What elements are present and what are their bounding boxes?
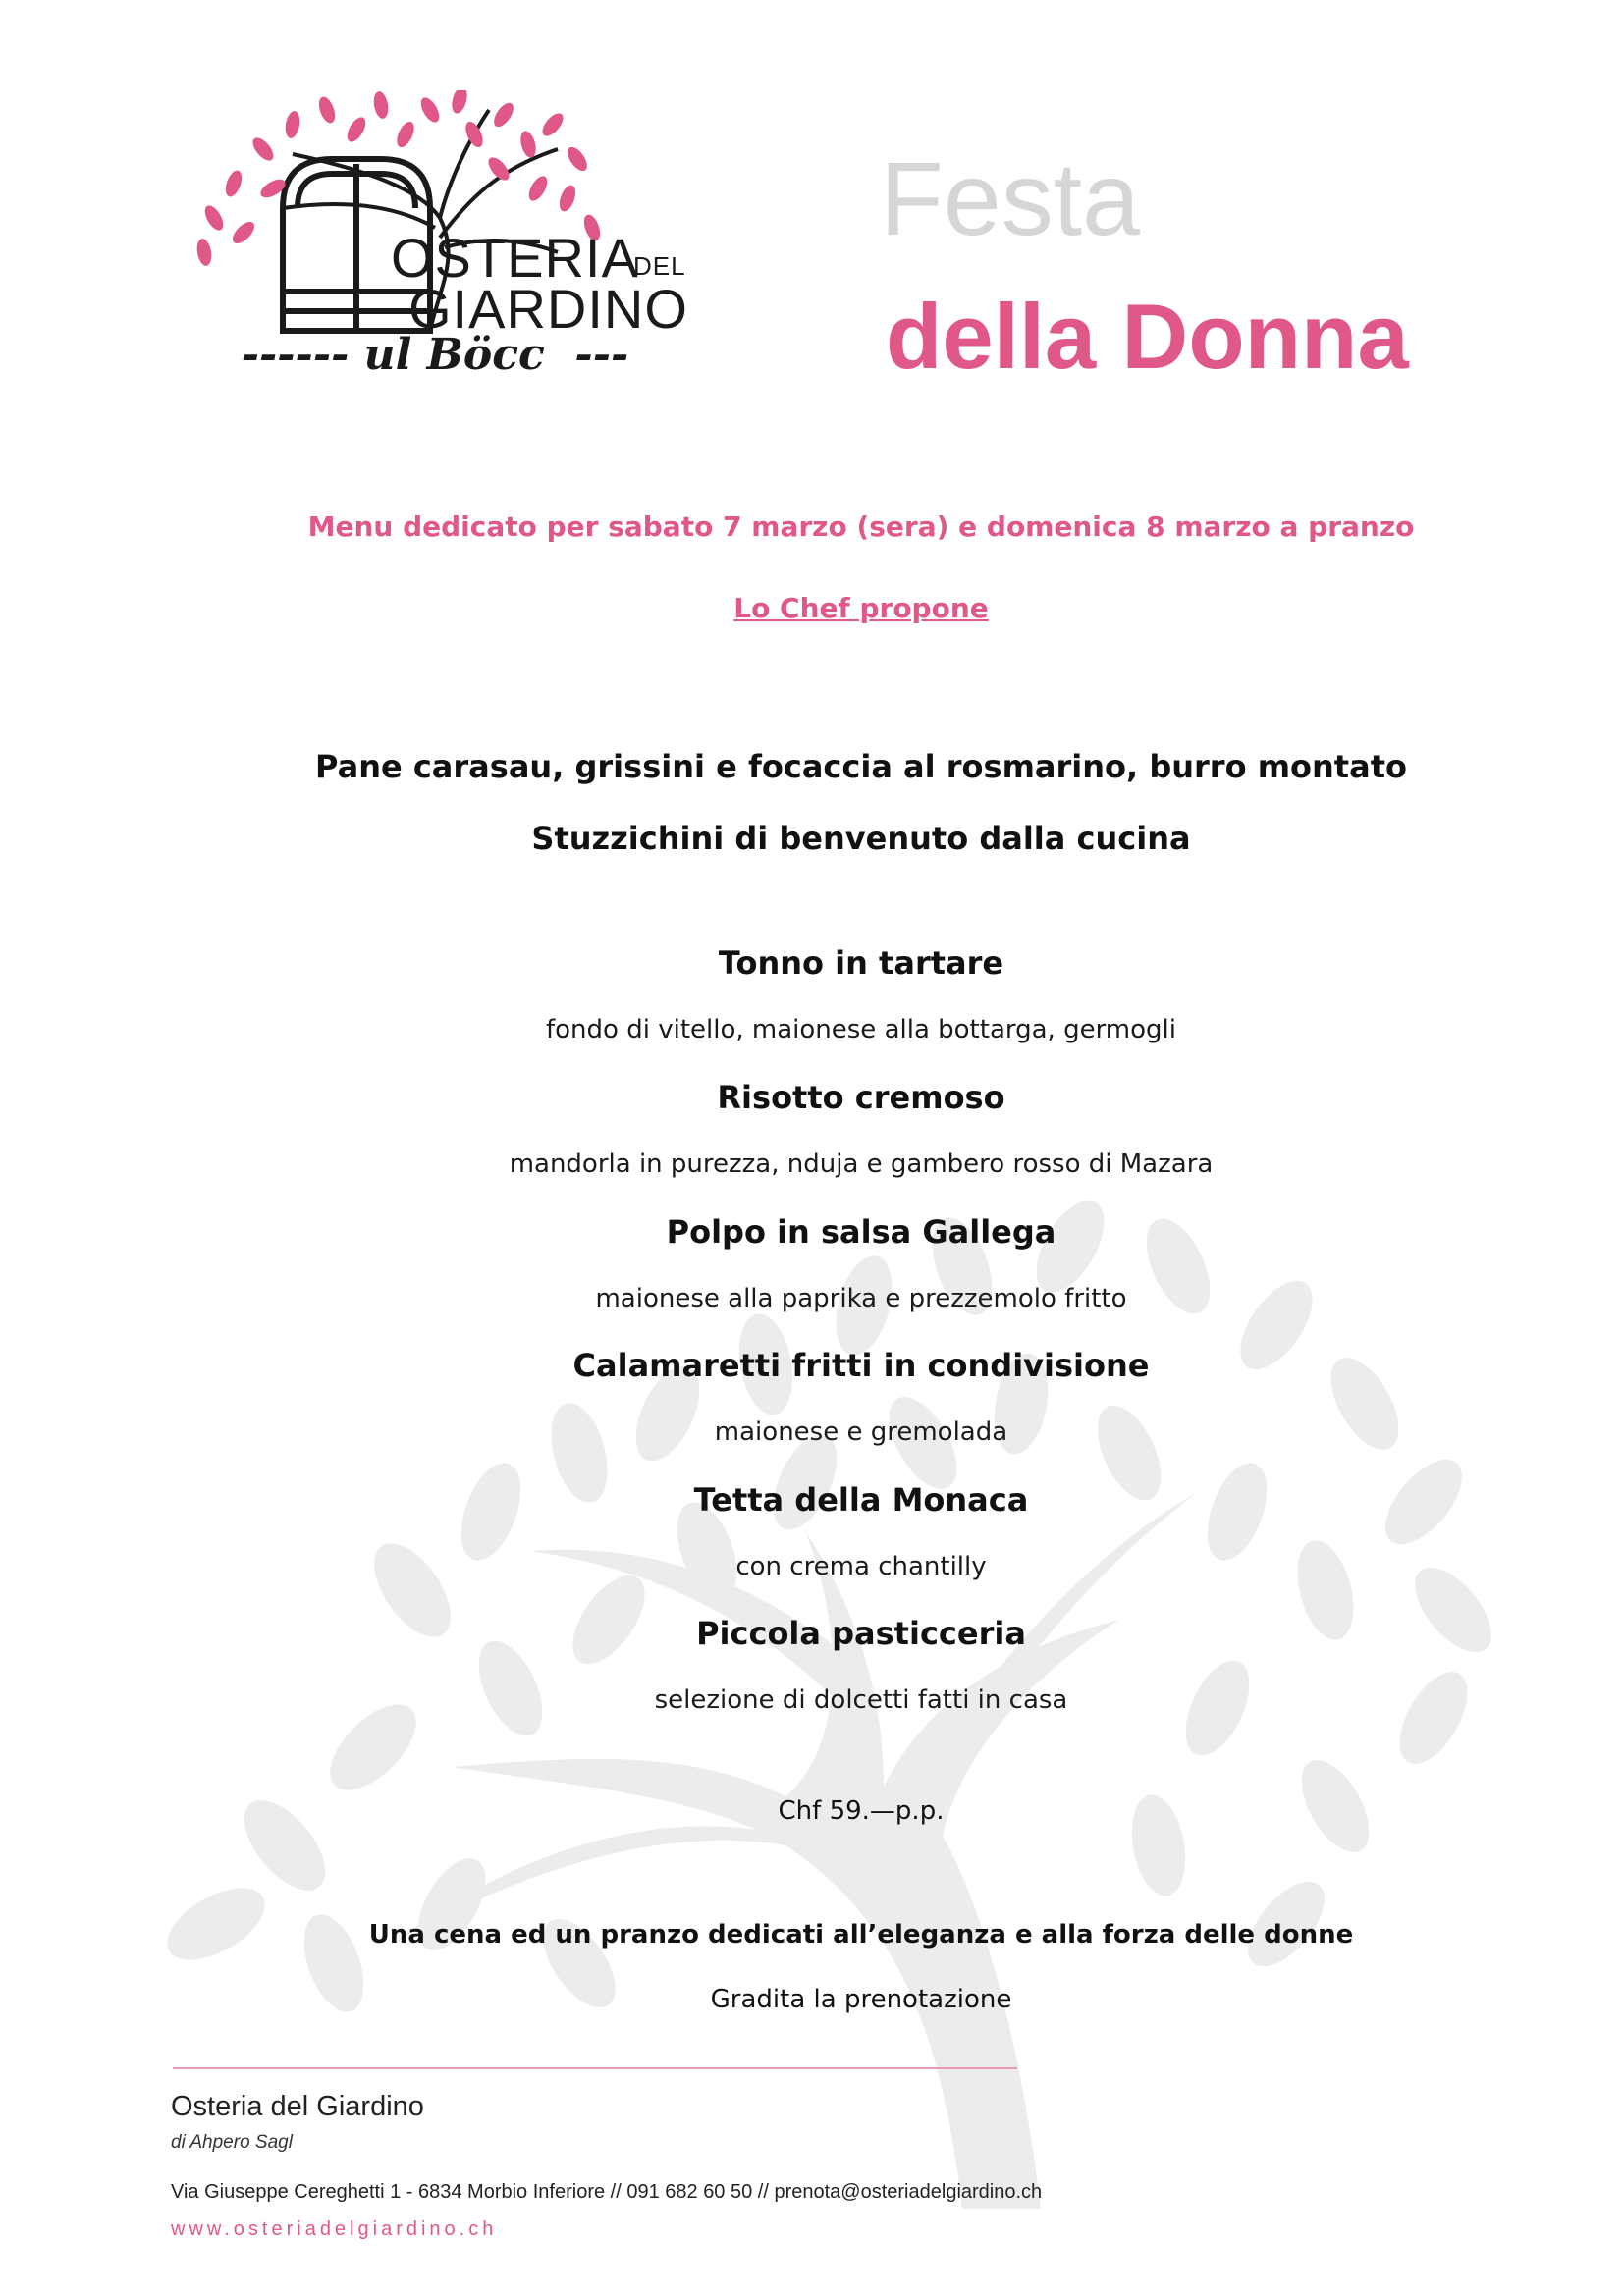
course-name: Piccola pasticceria [696,1615,1026,1652]
price-per-person: Chf 59.—p.p. [778,1796,945,1826]
chef-proposes-heading: Lo Chef propone [733,592,989,624]
course-name: Risotto cremoso [717,1079,1005,1116]
logo-text-giardino: GIARDINO [408,278,688,340]
footer-contact-address: Via Giuseppe Cereghetti 1 - 6834 Morbio Inferiore // 091 682 60 50 // prenota@osteriadelgiardino.ch [171,2181,1043,2203]
course-name: Polpo in salsa Gallega [666,1213,1056,1251]
tree-watermark [157,1158,1551,2209]
footer-company: di Ahpero Sagl [171,2132,293,2153]
course-name: Calamaretti fritti in condivisione [572,1347,1150,1384]
footer-restaurant-name: Osteria del Giardino [171,2091,424,2122]
course-name: Tonno in tartare [718,944,1004,982]
logo-text-ul-bocc: ------ ul Böcc --- [241,330,629,380]
starter-item: Pane carasau, grissini e focaccia al rosmarino, burro montato [315,748,1407,785]
page-title-della-donna: della Donna [886,285,1409,388]
starter-item: Stuzzichini di benvenuto dalla cucina [531,820,1191,857]
closing-statement: Una cena ed un pranzo dedicati all’eleganza e alla forza delle donne [368,1920,1354,1949]
course-description: fondo di vitello, maionese alla bottarga, germogli [546,1015,1176,1044]
course-description: mandorla in purezza, nduja e gambero rosso di Mazara [509,1149,1214,1179]
logo-text-osteria: OSTERIA [391,227,639,289]
page-title-festa: Festa [880,141,1141,257]
course-description: selezione di dolcetti fatti in casa [654,1685,1068,1715]
course-description: maionese e gremolada [714,1417,1008,1447]
logo-text-del: DEL [633,251,686,281]
course-name: Tetta della Monaca [693,1481,1029,1519]
menu-dates-subtitle: Menu dedicato per sabato 7 marzo (sera) e domenica 8 marzo a pranzo [307,510,1415,543]
booking-note: Gradita la prenotazione [710,1985,1012,2014]
course-description: maionese alla paprika e prezzemolo fritto [595,1284,1127,1313]
restaurant-logo [145,90,725,395]
course-description: con crema chantilly [735,1552,987,1581]
footer-divider [173,2067,1017,2069]
footer-website-link[interactable]: www.osteriadelgiardino.ch [171,2218,498,2240]
